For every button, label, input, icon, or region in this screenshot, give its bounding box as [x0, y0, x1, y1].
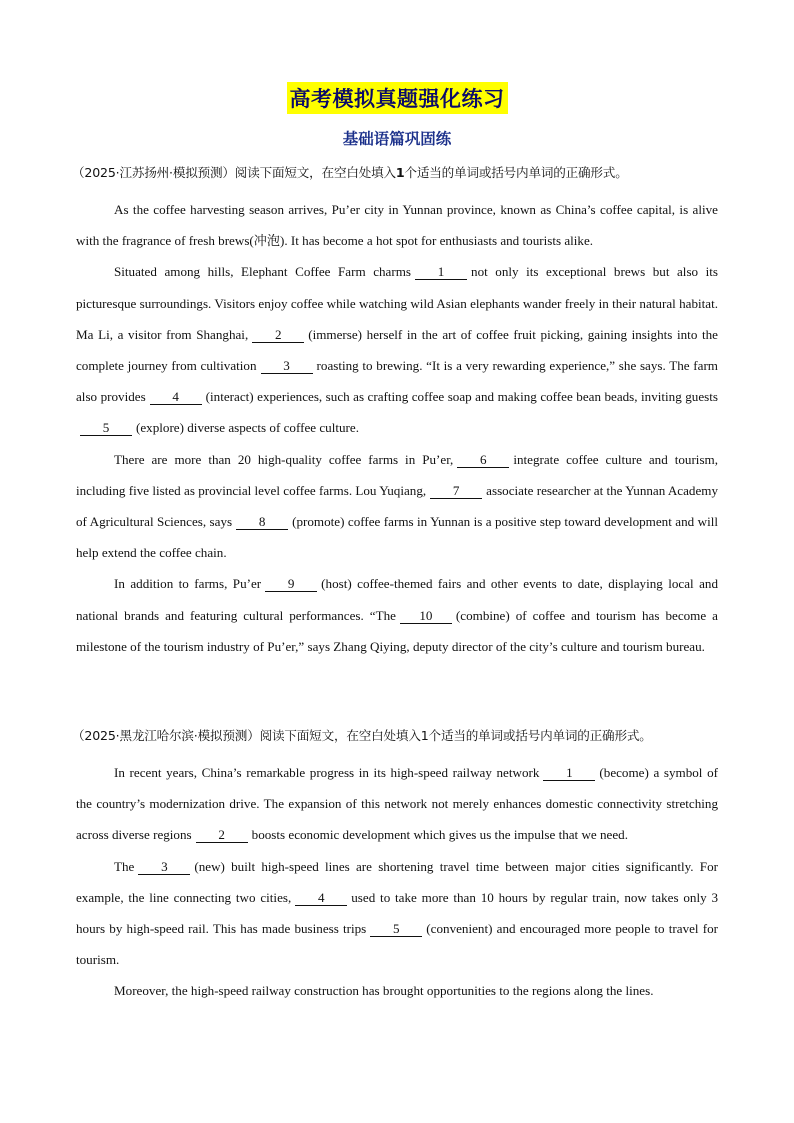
blank-1: 1: [543, 765, 595, 781]
paragraph-text: integrate coffee culture and tourism, including five listed as provincial level coffee farms. Lou Yuqiang,: [76, 451, 719, 498]
page-subtitle: 基础语篇巩固练: [342, 130, 452, 148]
paragraph: [76, 757, 718, 851]
page-title: 高考模拟真题强化练习: [287, 82, 508, 114]
paragraph-text: (become) a symbol of the country’s modernization drive. The expansion of this network not merely enhances domestic connectivity stretching across diverse regions: [76, 765, 718, 843]
paragraph-text: (convenient) and encouraged more people to travel for tourism.: [76, 921, 719, 968]
paragraph-text: used to take more than 10 hours by regular train, now takes only 3 hours by high-speed rail. This has made business trips: [76, 889, 718, 937]
instruction-text: 个适当的单词或括号内单词的正确形式。: [428, 728, 652, 743]
blank-3: 3: [138, 859, 190, 875]
section-instruction: [72, 163, 718, 183]
paragraph-text: The: [114, 858, 135, 874]
blank-4: 4: [295, 890, 347, 906]
blank-7: 7: [430, 483, 482, 499]
instruction-text: 阅读下面短文，在空白处填入: [234, 165, 396, 180]
paragraph-text: (host) coffee-themed fairs and other events to date, displaying local and national brands and featuring cultural performances. “The: [76, 576, 718, 623]
title-wrap: [0, 82, 794, 114]
blank-4: 4: [150, 389, 202, 405]
paragraph: [76, 975, 718, 1006]
blank-3: 3: [261, 358, 313, 374]
paragraph-text: associate researcher at the Yunnan Academy of Agricultural Sciences, says: [76, 482, 718, 530]
instruction-text: 阅读下面短文，在空白处填入: [259, 728, 421, 743]
paragraph-text: There are more than 20 high-quality coffee farms in Pu’er,: [114, 451, 454, 467]
source-label: （2025·江苏扬州·模拟预测）: [72, 165, 235, 180]
blank-9: 9: [265, 576, 317, 592]
paragraph-text: (interact) experiences, such as crafting coffee soap and making coffee bean beads, inviting guests: [205, 389, 718, 405]
blank-10: 10: [400, 608, 452, 624]
paragraph: [76, 568, 718, 662]
paragraph-text: not only its exceptional brews but also its picturesque surroundings. Visitors enjoy coffee while watching wild Asian elephants wander freely in their natural habitat. Ma Li, a visitor from Shanghai,: [76, 264, 719, 342]
paragraph-text: Situated among hills, Elephant Coffee Farm charms: [114, 264, 412, 280]
blank-2: 2: [196, 827, 248, 843]
paragraph-text: (combine) of coffee and tourism has become a milestone of the tourism industry of Pu’er,” says Zhang Qiying, deputy director of the city’s culture and tourism bureau.: [76, 607, 718, 654]
instruction-number: 1: [420, 728, 429, 743]
paragraph-text: boosts economic development which gives us the impulse that we need.: [251, 827, 629, 843]
paragraph-text: (immerse) herself in the art of coffee fruit picking, gaining insights into the complete journey from cultivation: [76, 326, 718, 374]
instruction-number: 1: [395, 165, 405, 180]
paragraph: [76, 194, 718, 256]
exercise-section-1: [72, 163, 719, 662]
blank-1: 1: [415, 264, 467, 280]
exercise-section-2: [72, 726, 719, 1007]
paragraph: [76, 256, 718, 443]
blank-8: 8: [236, 514, 288, 530]
paragraph-text: (explore) diverse aspects of coffee culture.: [136, 420, 359, 436]
blank-5: 5: [80, 420, 132, 436]
paragraph: [76, 444, 718, 569]
paragraph: [76, 851, 718, 976]
paragraph-text: (promote) coffee farms in Yunnan is a positive step toward development and will help extend the coffee chain.: [76, 514, 718, 561]
paragraph-text: As the coffee harvesting season arrives, Pu’er city in Yunnan province, known as China’s coffee capital, is alive with the fragrance of fresh brews(冲泡). It has become a hot spot for enthusiasts and tourists alike.: [76, 202, 718, 249]
paragraph-text: In recent years, China’s remarkable progress in its high-speed railway network: [114, 765, 540, 780]
section-instruction: [72, 726, 718, 746]
paragraph-text: roasting to brewing. “It is a very rewarding experience,” she says. The farm also provides: [76, 358, 718, 405]
paragraph-text: Moreover, the high-speed railway construction has brought opportunities to the regions along the lines.: [114, 983, 654, 999]
blank-2: 2: [252, 327, 304, 343]
source-label: （2025·黑龙江哈尔滨·模拟预测）: [72, 728, 260, 743]
blank-6: 6: [457, 452, 509, 468]
blank-5: 5: [370, 921, 422, 937]
instruction-text: 个适当的单词或括号内单词的正确形式。: [404, 165, 628, 180]
paragraph-text: (new) built high-speed lines are shortening travel time between major cities significantly. For example, the line connecting two cities,: [76, 858, 718, 905]
paragraph-text: In addition to farms, Pu’er: [114, 576, 262, 592]
